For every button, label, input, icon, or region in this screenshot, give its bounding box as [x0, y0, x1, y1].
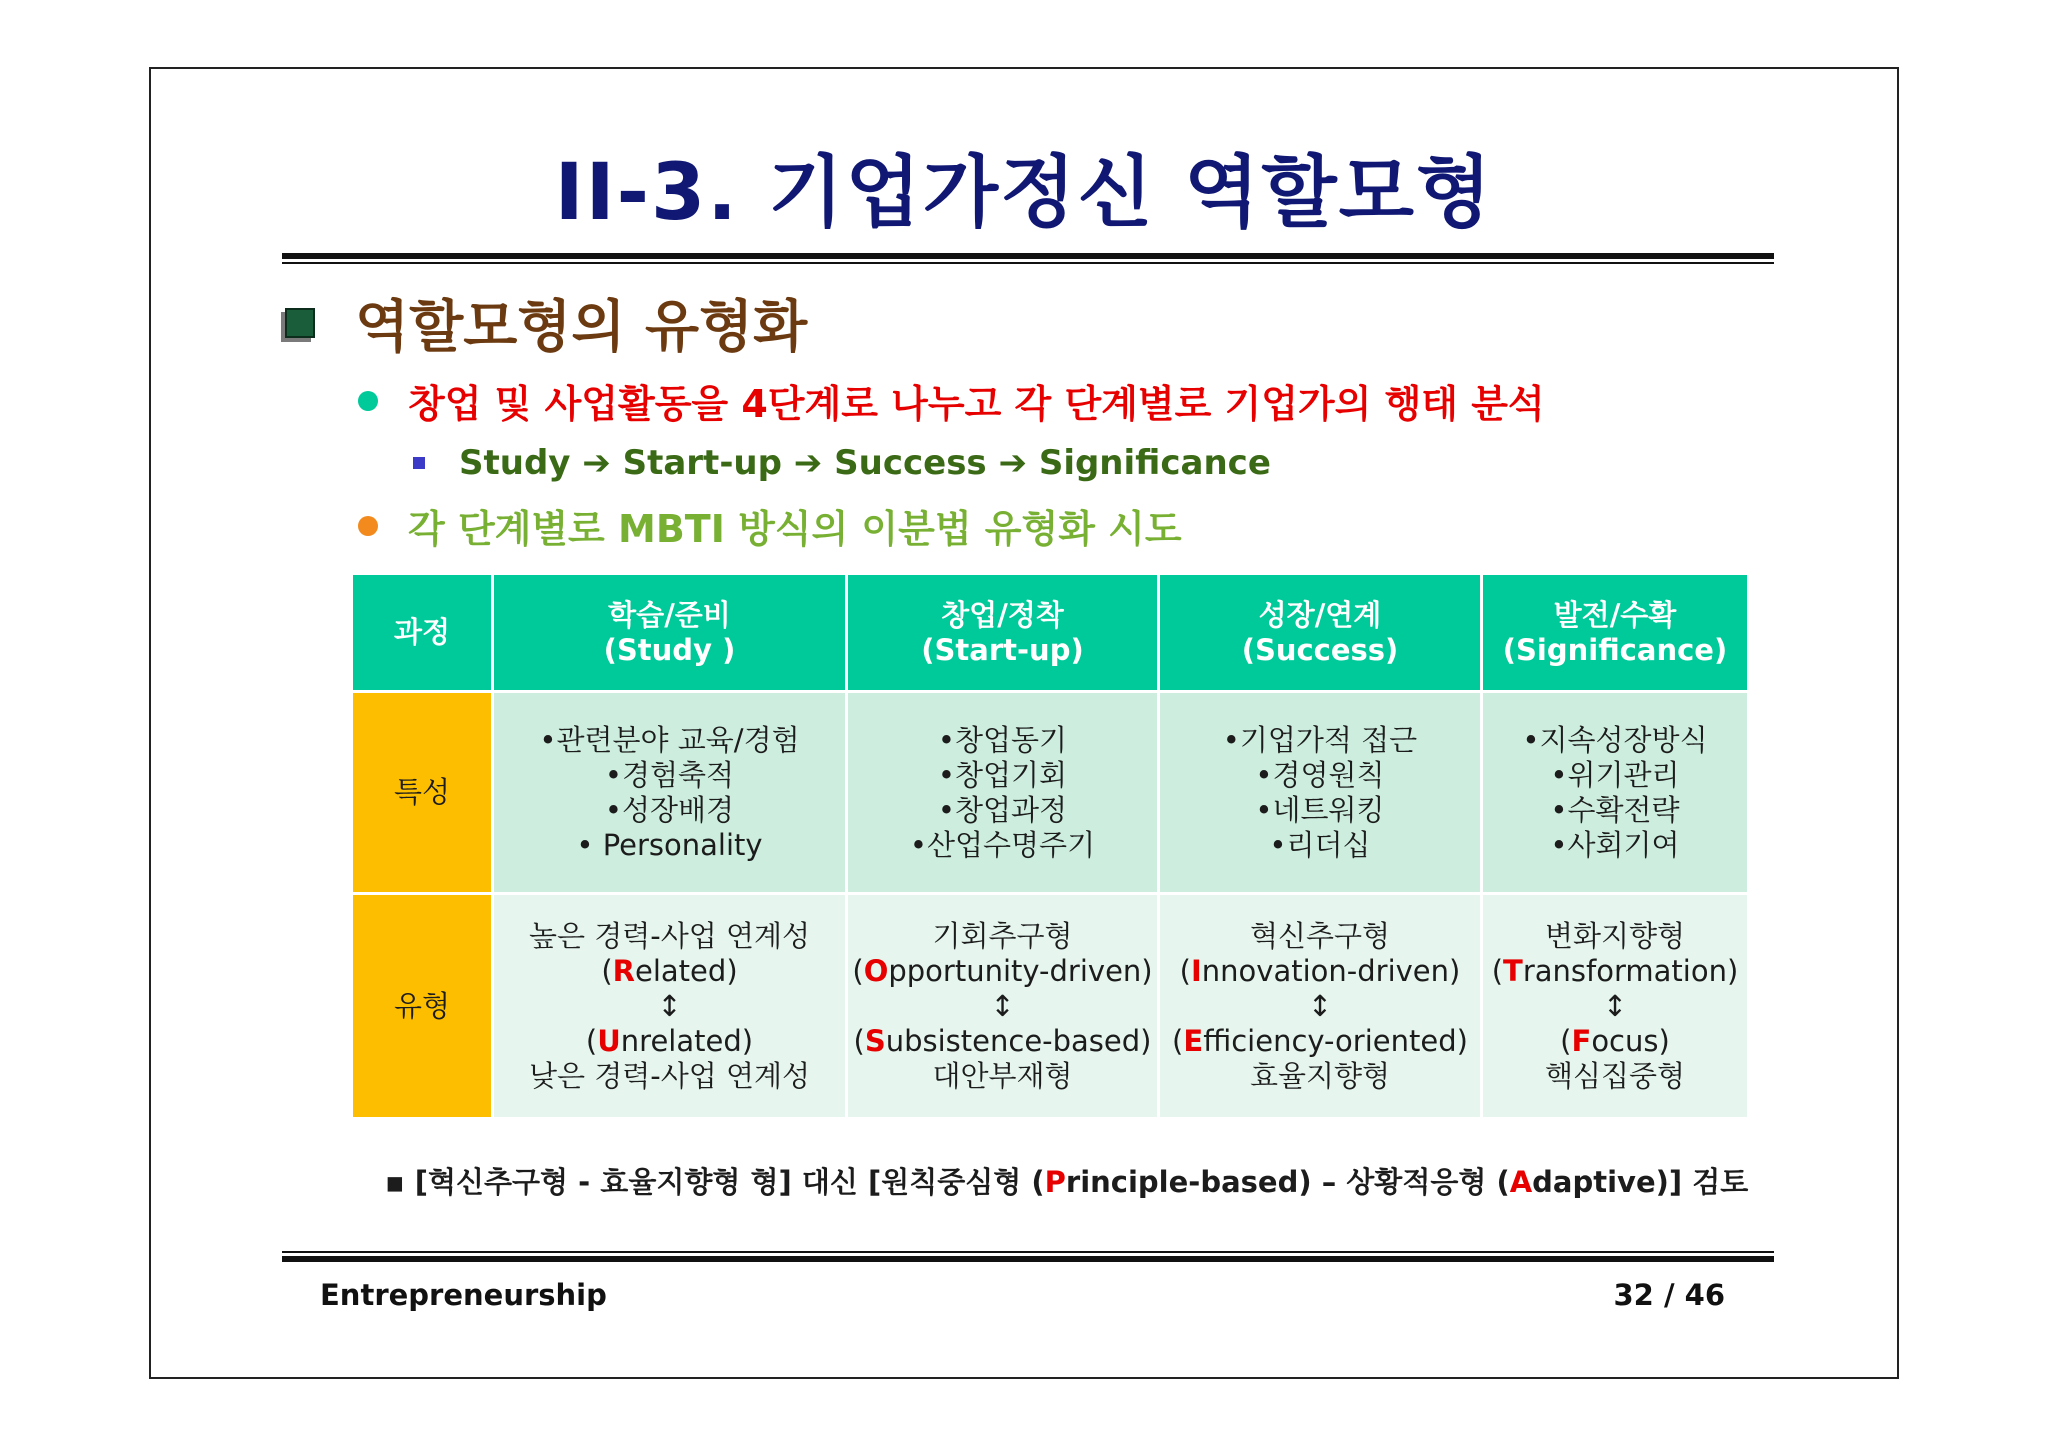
table-row-types: [352, 894, 1749, 1119]
role-model-table: [350, 572, 1750, 1120]
cell-study-traits: •관련분야 교육/경험 •경험축적 •성장배경 • Personality: [493, 692, 847, 894]
header-process: 과정: [352, 574, 493, 692]
table-header-row: [352, 574, 1749, 692]
row-label-types: 유형: [352, 894, 493, 1119]
cell-study-types: 높은 경력-사업 연계성 (Related) ↕ (Unrelated) 낮은 경력-사업 연계성: [493, 894, 847, 1119]
top-divider: [282, 253, 1774, 264]
header-significance: 발전/수확 (Significance): [1482, 574, 1749, 692]
review-note: ▪ [혁신추구형 - 효율지향형 형] 대신 [원칙중심형 (Principle-based) – 상황적응형 (Adaptive)] 검토: [385, 1165, 1749, 1199]
orange-dot-icon: [358, 516, 378, 536]
row-label-characteristics: 특성: [352, 692, 493, 894]
small-square-bullet-icon: [413, 457, 425, 469]
header-startup: 창업/정착 (Start-up): [847, 574, 1159, 692]
bullet-mbti: [358, 498, 1182, 553]
cell-startup-traits: •창업동기 •창업기회 •창업과정 •산업수명주기: [847, 692, 1159, 894]
section-heading-text: 역할모형의 유형화: [355, 295, 808, 360]
header-success: 성장/연계 (Success): [1159, 574, 1482, 692]
table-row-characteristics: [352, 692, 1749, 894]
square-bullet-icon: [285, 308, 315, 338]
bullet-stages-text: 창업 및 사업활동을 4단계로 나누고 각 단계별로 기업가의 행태 분석: [408, 382, 1545, 426]
cell-significance-types: 변화지향형 (Transformation) ↕ (Focus) 핵심집중형: [1482, 894, 1749, 1119]
header-study: 학습/준비 (Study ): [493, 574, 847, 692]
cell-success-traits: •기업가적 접근 •경영원칙 •네트워킹 •리더십: [1159, 692, 1482, 894]
cell-startup-types: 기회추구형 (Opportunity-driven) ↕ (Subsistence-based) 대안부재형: [847, 894, 1159, 1119]
cell-success-types: 혁신추구형 (Innovation-driven) ↕ (Efficiency-oriented) 효율지향형: [1159, 894, 1482, 1119]
cell-significance-traits: •지속성장방식 •위기관리 •수확전략 •사회기여: [1482, 692, 1749, 894]
slide-title: II-3. 기업가정신 역할모형: [554, 148, 1494, 238]
footer-page-number: 32 / 46: [1613, 1278, 1725, 1312]
bullet-stages: [358, 373, 1545, 428]
sub-bullet-stage-flow: [413, 443, 1271, 483]
footer-course-name: Entrepreneurship: [320, 1278, 607, 1312]
green-dot-icon: [358, 391, 378, 411]
bullet-mbti-text: 각 단계별로 MBTI 방식의 이분법 유형화 시도: [408, 507, 1182, 551]
section-heading: [285, 288, 807, 358]
bottom-divider: [282, 1251, 1774, 1262]
stage-flow-text: Study ➔ Start-up ➔ Success ➔ Significance: [459, 443, 1271, 483]
